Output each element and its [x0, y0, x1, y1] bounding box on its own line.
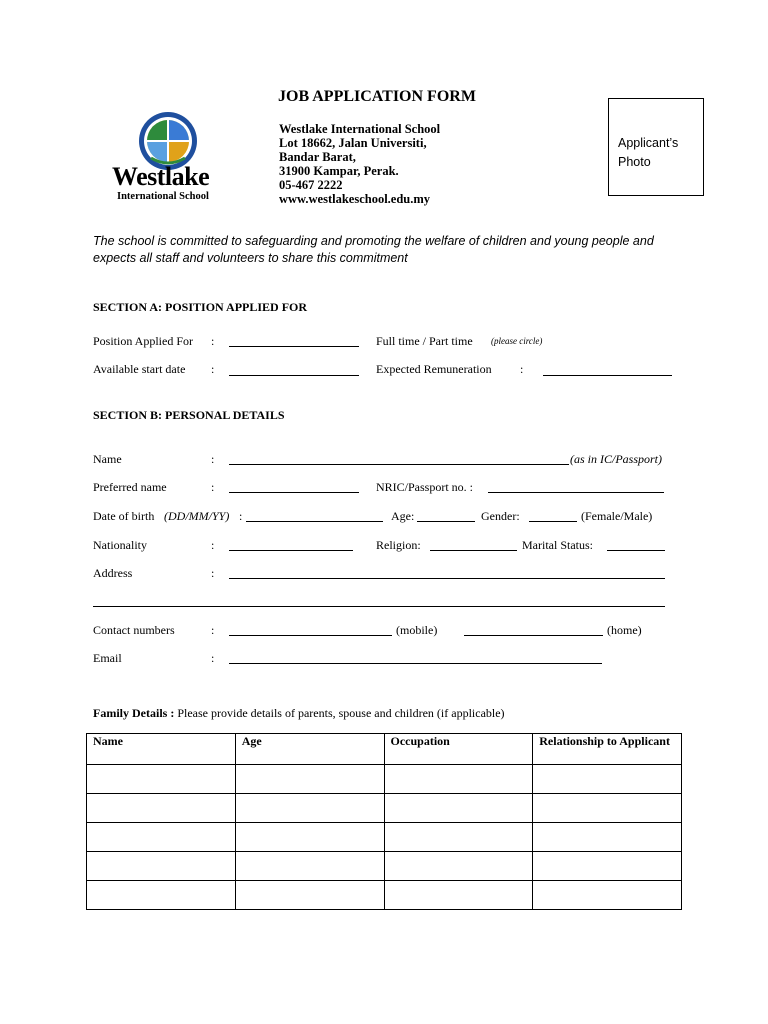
table-cell[interactable] [533, 823, 682, 852]
name-note: (as in IC/Passport) [570, 452, 663, 466]
family-details-table [86, 733, 682, 910]
dob-label: Date of birth [93, 509, 155, 523]
table-cell[interactable] [384, 852, 533, 881]
school-phone: 05-467 2222 [279, 178, 343, 192]
colon: : [239, 509, 243, 523]
contact-numbers-label: Contact numbers [93, 623, 175, 637]
family-details-intro [93, 706, 505, 721]
school-name: Westlake International School [279, 122, 441, 136]
section-a-heading: SECTION A: POSITION APPLIED FOR [93, 300, 308, 314]
table-cell[interactable] [235, 852, 384, 881]
home-phone-input[interactable] [464, 635, 603, 636]
table-row [87, 852, 682, 881]
colon: : [211, 480, 215, 494]
start-date-input[interactable] [229, 375, 359, 376]
address-line-2: Bandar Barat, [279, 150, 356, 164]
address-line-3: 31900 Kampar, Perak. [279, 164, 399, 178]
address-input-line-2[interactable] [93, 606, 665, 607]
nationality-label: Nationality [93, 538, 147, 552]
preferred-name-input[interactable] [229, 492, 359, 493]
logo-name: Westlake [112, 162, 210, 191]
colon: : [211, 538, 215, 552]
dob-format: (DD/MM/YY) [164, 509, 230, 523]
table-cell[interactable] [384, 794, 533, 823]
name-label: Name [93, 452, 122, 466]
gender-label: Gender: [481, 509, 520, 523]
table-cell[interactable] [235, 881, 384, 910]
address-line-1: Lot 18662, Jalan Universiti, [279, 136, 427, 150]
table-cell[interactable] [87, 823, 236, 852]
mobile-input[interactable] [229, 635, 392, 636]
religion-input[interactable] [430, 550, 517, 551]
col-age-header: Age [235, 734, 384, 765]
table-header-row [87, 734, 682, 765]
address-label: Address [93, 566, 133, 580]
table-cell[interactable] [235, 765, 384, 794]
nric-label: NRIC/Passport no. : [376, 480, 474, 494]
gender-options: (Female/Male) [581, 509, 653, 523]
colon: : [211, 651, 215, 665]
marital-status-label: Marital Status: [522, 538, 593, 552]
table-cell[interactable] [533, 881, 682, 910]
table-cell[interactable] [384, 823, 533, 852]
section-b-heading: SECTION B: PERSONAL DETAILS [93, 408, 285, 422]
form-title: JOB APPLICATION FORM [278, 88, 476, 105]
table-cell[interactable] [87, 852, 236, 881]
colon: : [520, 362, 524, 376]
remuneration-label: Expected Remuneration [376, 362, 492, 376]
table-cell[interactable] [384, 881, 533, 910]
religion-label: Religion: [376, 538, 421, 552]
table-cell[interactable] [87, 881, 236, 910]
mobile-label: (mobile) [396, 623, 438, 637]
table-row [87, 881, 682, 910]
col-relationship-header: Relationship to Applicant [533, 734, 682, 765]
email-input[interactable] [229, 663, 602, 664]
name-input[interactable] [229, 464, 569, 465]
school-logo [108, 110, 228, 205]
logo-subtitle: International School [117, 191, 209, 202]
colon: : [211, 334, 215, 348]
table-cell[interactable] [87, 765, 236, 794]
table-cell[interactable] [235, 823, 384, 852]
table-cell[interactable] [384, 765, 533, 794]
nationality-input[interactable] [229, 550, 353, 551]
email-label: Email [93, 651, 122, 665]
family-details-label: Family Details : [93, 706, 175, 720]
table-cell[interactable] [533, 794, 682, 823]
colon: : [211, 566, 215, 580]
position-label: Position Applied For [93, 334, 194, 348]
table-row [87, 823, 682, 852]
age-label: Age: [391, 509, 415, 523]
fulltime-label[interactable]: Full time / Part time [376, 334, 473, 348]
table-row [87, 794, 682, 823]
age-input[interactable] [417, 521, 475, 522]
position-input[interactable] [229, 346, 359, 347]
family-details-instruction: Please provide details of parents, spouse and children (if applicable) [177, 706, 505, 720]
photo-label: Applicant’s Photo [618, 136, 679, 169]
table-cell[interactable] [533, 852, 682, 881]
address-input-line-1[interactable] [229, 578, 665, 579]
safeguarding-statement: The school is committed to safeguarding and promoting the welfare of children and young people and expects all staff and volunteers to share this commitment [93, 234, 654, 265]
table-cell[interactable] [235, 794, 384, 823]
colon: : [211, 452, 215, 466]
circle-note: (please circle) [491, 336, 543, 346]
colon: : [211, 623, 215, 637]
table-cell[interactable] [87, 794, 236, 823]
marital-status-input[interactable] [607, 550, 665, 551]
gender-input[interactable] [529, 521, 577, 522]
col-occupation-header: Occupation [384, 734, 533, 765]
preferred-name-label: Preferred name [93, 480, 167, 494]
applicant-photo-box[interactable] [608, 98, 704, 196]
table-row [87, 765, 682, 794]
dob-input[interactable] [246, 521, 383, 522]
remuneration-input[interactable] [543, 375, 672, 376]
school-website[interactable]: www.westlakeschool.edu.my [279, 192, 431, 206]
table-cell[interactable] [533, 765, 682, 794]
nric-input[interactable] [488, 492, 664, 493]
col-name-header: Name [87, 734, 236, 765]
start-date-label: Available start date [93, 362, 186, 376]
home-label: (home) [607, 623, 642, 637]
colon: : [211, 362, 215, 376]
